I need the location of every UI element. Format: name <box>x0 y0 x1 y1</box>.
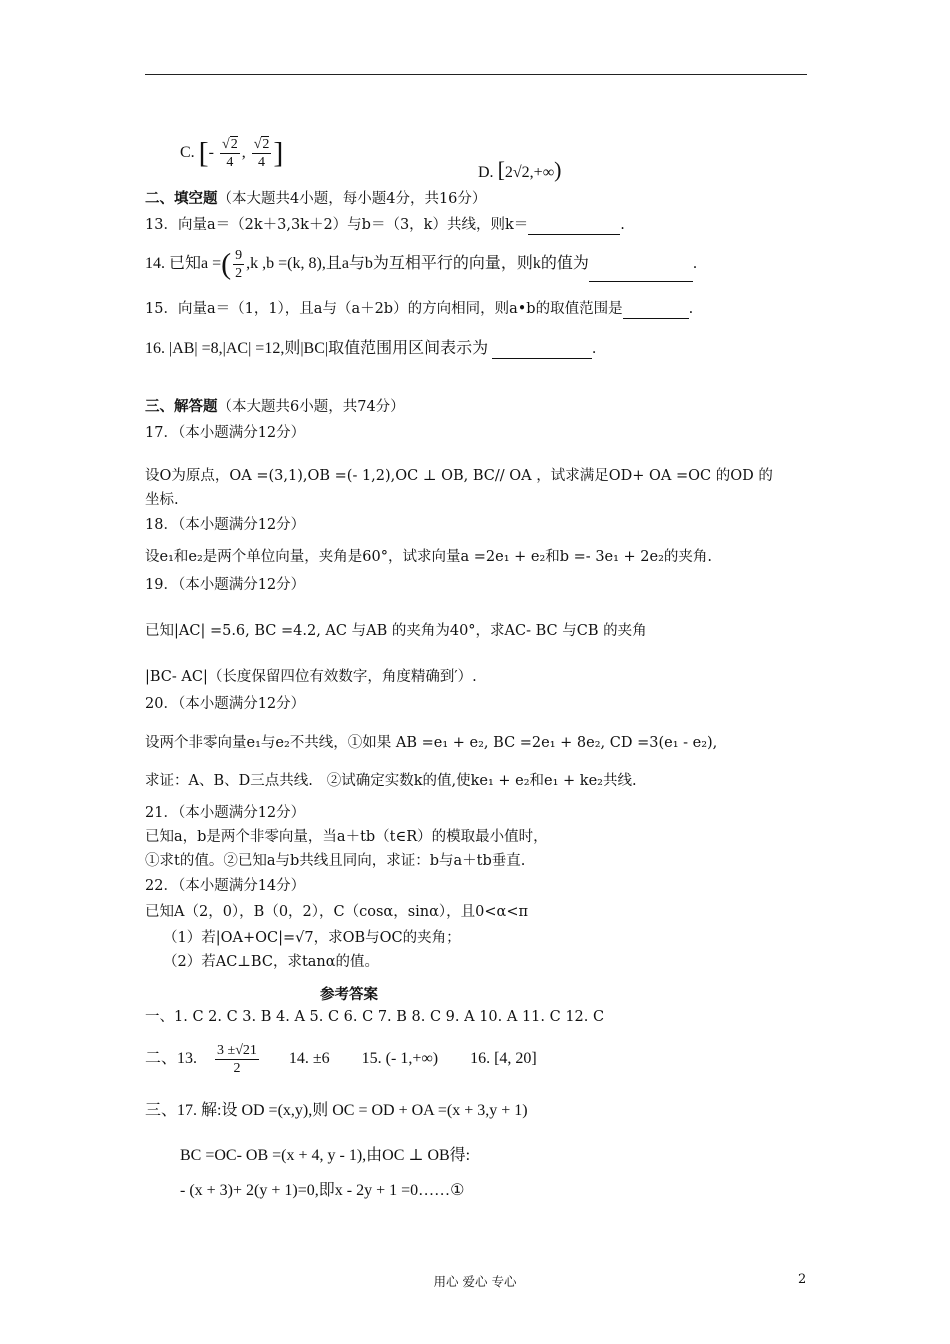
q21-title: 21．（本小题满分12分） <box>145 805 306 821</box>
option-d: D. [2√2,+∞) <box>478 157 562 182</box>
q19-line2: |BC- AC|（长度保留四位有效数字，角度精确到′）. <box>145 669 477 685</box>
solution-17-line3: - (x + 3)+ 2(y + 1)=0,即x - 2y + 1 =0……① <box>180 1182 465 1199</box>
question-15: 15．向量a＝（1，1），且a与（a＋2b）的方向相同，则a•b的取值范围是 . <box>145 301 694 317</box>
q20-line1: 设两个非零向量e₁与e₂不共线，①如果 AB =e₁ + e₂, BC =2e₁ + 8e₂, CD =3(e₁ - e₂), <box>145 735 718 751</box>
q22-line2: （1）若|OA+OC|=√7，求OB与OC的夹角； <box>163 930 461 946</box>
question-13: 13．向量a＝（2k＋3,3k＋2）与b＝（3，k）共线，则k＝ . <box>145 217 625 233</box>
q17-title: 17．（本小题满分12分） <box>145 425 306 441</box>
q17-line1: 设O为原点，OA =(3,1),OB =(- 1,2),OC ⊥ OB, BC// OA ，试求满足OD+ OA =OC 的OD 的 <box>145 468 773 484</box>
q22-line3: （2）若AC⊥BC，求tanα的值。 <box>163 954 380 970</box>
q20-line2: 求证：A、B、D三点共线. ②试确定实数k的值,使ke₁ + e₂和e₁ + ke₂共线. <box>145 773 637 789</box>
option-c: C. [- $\frac{√2}{4}$ , $\frac{√2}{4}$ ] <box>180 136 284 170</box>
q18-title: 18．（本小题满分12分） <box>145 517 306 533</box>
section2-heading: 二、填空题（本大题共4小题，每小题4分，共16分） <box>145 191 487 207</box>
q20-title: 20．（本小题满分12分） <box>145 696 306 712</box>
q22-title: 22．（本小题满分14分） <box>145 878 306 894</box>
q18-line1: 设e₁和e₂是两个单位向量，夹角是60°，试求向量a =2e₁ + e₂和b =- 3e₁ + 2e₂的夹角. <box>145 549 713 565</box>
q17-line2: 坐标. <box>145 492 179 508</box>
q22-line1: 已知A（2，0），B（0，2），C（cosα，sinα），且0<α<π <box>145 904 529 920</box>
answers-fill-in: 二、13. $\frac{3 \pm√21}{2}$ 14. ±6 15. (- 1,+∞) 16. [4, 20] <box>145 1043 537 1076</box>
solution-17-line1: 三、17. 解:设 OD =(x,y),则 OC = OD + OA =(x + 3,y + 1) <box>145 1102 528 1119</box>
page-footer: 用心 爱心 专心 <box>433 1274 517 1289</box>
q21-line1: 已知a，b是两个非零向量，当a＋tb（t∈R）的模取最小值时， <box>145 829 548 845</box>
section3-heading: 三、解答题（本大题共6小题，共74分） <box>145 399 405 415</box>
question-14: 14. 已知a =( $\frac{9}{2}$ ,k ,b =(k, 8),且a与b为互相平行的向量，则k的值为 . <box>145 247 697 281</box>
q19-title: 19．（本小题满分12分） <box>145 577 306 593</box>
solution-17-line2: BC =OC- OB =(x + 4, y - 1),由OC ⊥ OB得: <box>180 1147 471 1164</box>
question-16: 16. |AB| =8,|AC| =12,则|BC|取值范围用区间表示为 . <box>145 340 597 357</box>
answers-multiple-choice: 一、1. C 2. C 3. B 4. A 5. C 6. C 7. B 8. C 9. A 10. A 11. C 12. C <box>145 1009 605 1025</box>
page-number: 2 <box>798 1272 807 1287</box>
q21-line2: ①求t的值。②已知a与b共线且同向，求证：b与a＋tb垂直. <box>145 853 526 869</box>
q19-line1: 已知|AC| =5.6, BC =4.2, AC 与AB 的夹角为40°，求AC- BC 与CB 的夹角 <box>145 623 647 639</box>
header-rule <box>145 74 807 75</box>
answers-title: 参考答案 <box>320 987 378 1003</box>
